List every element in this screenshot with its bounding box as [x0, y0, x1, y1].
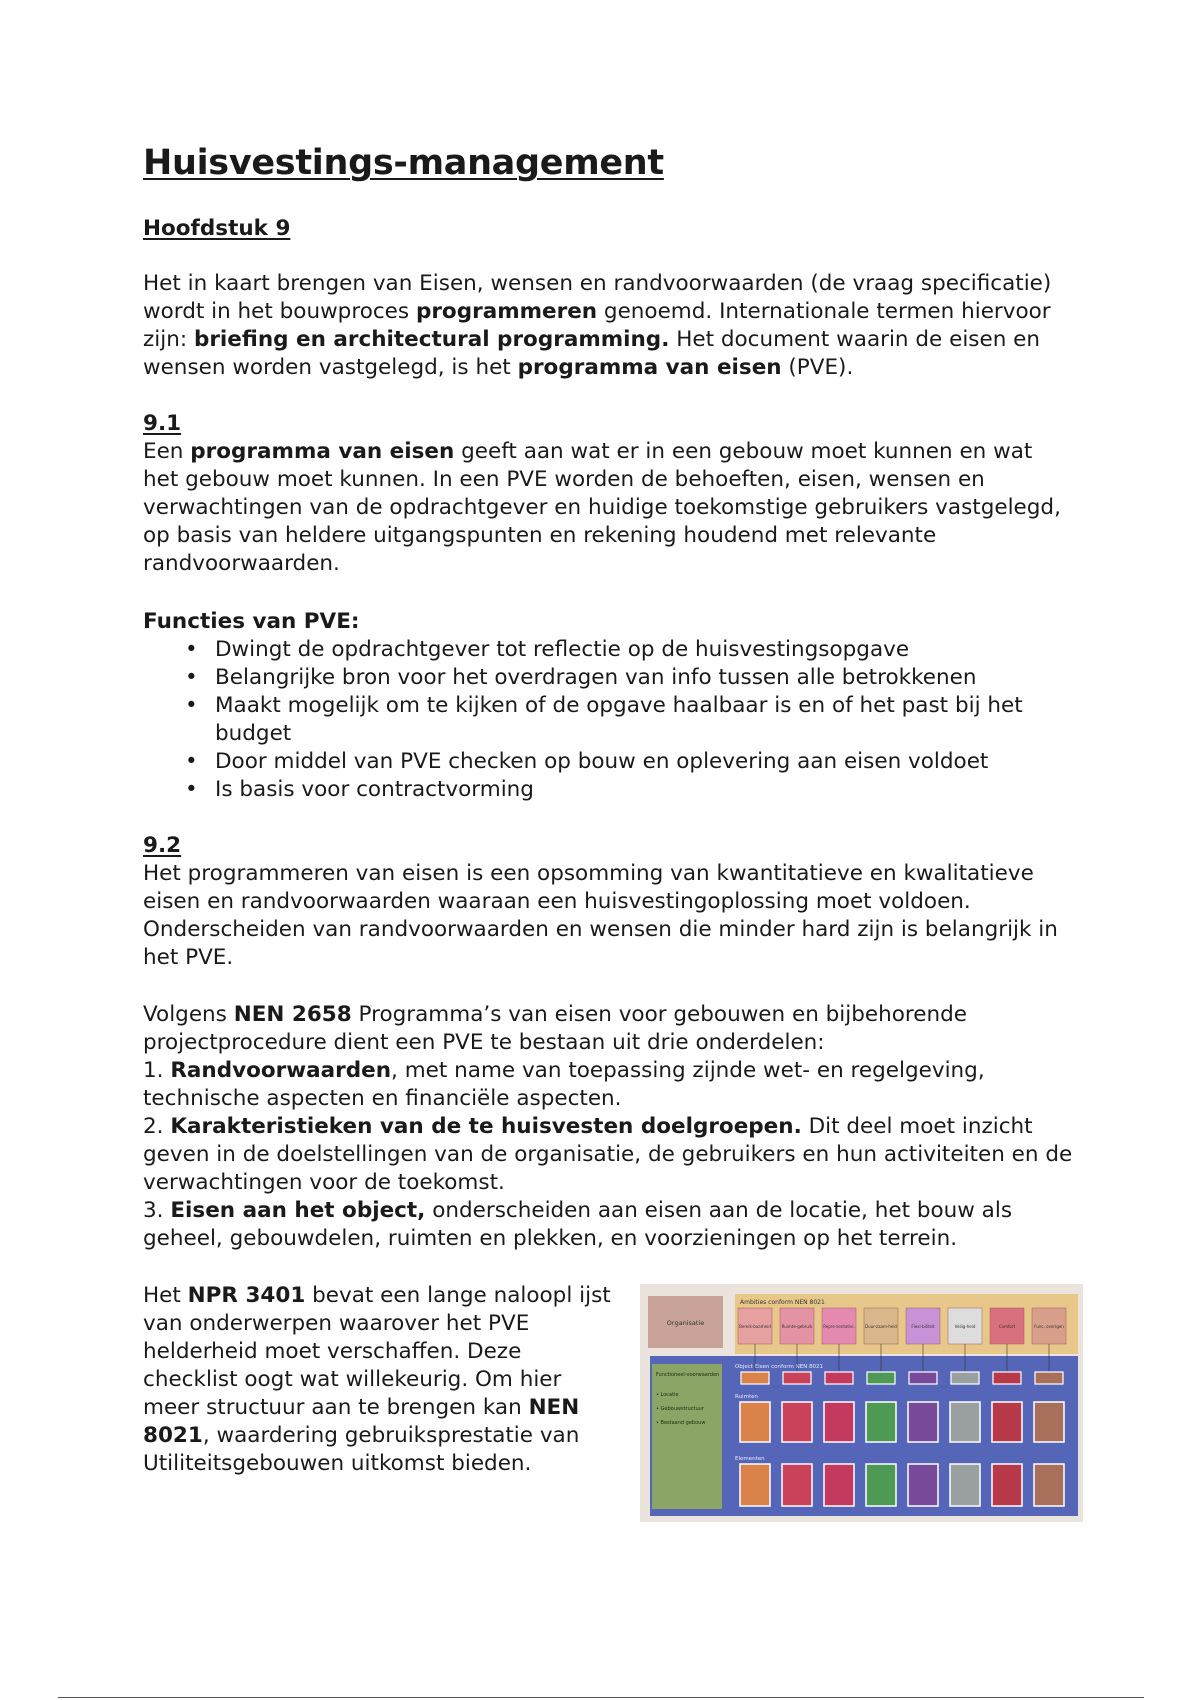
ambition-box-label: Func. overigen	[1034, 1324, 1064, 1329]
row3-label: Elementen	[735, 1456, 765, 1462]
side-item-location: • Locatie	[656, 1392, 679, 1398]
nen-item-2-num: 2.	[143, 1114, 171, 1139]
npr-text-2: bevat een lange naloopl ijst van onderwerpen waarover het PVE helderheid moet verschaffen. Deze checklist oogt wat willekeurig. Om hier meer structuur aan te brengen kan	[143, 1283, 611, 1420]
space-box	[950, 1402, 980, 1442]
s91-bold: programma van eisen	[190, 439, 455, 464]
object-box	[867, 1372, 895, 1384]
side-panel	[652, 1364, 722, 1509]
nen8021-diagram-photo	[640, 1284, 1083, 1522]
npr-bold-2: NEN 8021	[143, 1395, 580, 1448]
space-box	[824, 1402, 854, 1442]
side-panel-title: Functioneel-voorwaarden	[656, 1372, 720, 1378]
nen-item-3-bold: Eisen aan het object,	[170, 1198, 426, 1223]
intro-text-3: Het document waarin de eisen en wensen worden vastgelegd, is het	[143, 327, 1041, 380]
object-box	[783, 1372, 811, 1384]
chapter-heading: Hoofdstuk 9	[143, 216, 291, 241]
section-9-2	[143, 832, 1073, 972]
object-box	[951, 1372, 979, 1384]
page-title: Huisvestings-management	[143, 143, 664, 183]
element-box	[992, 1464, 1022, 1506]
element-box	[908, 1464, 938, 1506]
space-box	[740, 1402, 770, 1442]
functions-section	[143, 608, 1073, 804]
ambition-box-label: Bereik-baarheid	[739, 1324, 771, 1329]
element-box	[740, 1464, 770, 1506]
space-box	[908, 1402, 938, 1442]
section-9-1-heading: 9.1	[143, 411, 182, 436]
element-box	[824, 1464, 854, 1506]
ambitions-caption: Ambities conform NEN 8021	[740, 1299, 825, 1306]
ambition-box-label: Veilig-heid	[954, 1324, 976, 1329]
intro-bold-briefing: briefing en architectural programming.	[193, 327, 670, 352]
s91-text-2: geeft aan wat er in een gebouw moet kunnen en wat het gebouw moet kunnen. In een PVE worden de behoeften, eisen, wensen en verwachtingen van de opdrachtgever en huidige toekomstige gebruikers vastgelegd, op basis van heldere uitgangspunten en rekening houdend met relevante randvoorwaarden.	[143, 439, 1061, 576]
nen-text-2: Programma’s van eisen voor gebouwen en bijbehorende projectprocedure dient een PVE te bestaan uit drie onderdelen:	[143, 1002, 968, 1055]
nen-text-1: Volgens	[143, 1002, 234, 1027]
nen-item-3-num: 3.	[143, 1198, 171, 1223]
section-9-1	[143, 410, 1073, 578]
space-box	[866, 1402, 896, 1442]
object-box	[741, 1372, 769, 1384]
functions-heading: Functies van PVE:	[143, 609, 360, 634]
npr-text-3: , waardering gebruiksprestatie van Utiliteitsgebouwen uitkomst bieden.	[143, 1423, 580, 1476]
element-box	[950, 1464, 980, 1506]
s91-text-1: Een	[143, 439, 191, 464]
intro-bold-programmeren: programmeren	[415, 299, 598, 324]
list-item: • Dwingt de opdrachtgever tot reflectie op de huisvestingsopgave	[185, 636, 1073, 664]
element-box	[866, 1464, 896, 1506]
space-box	[782, 1402, 812, 1442]
list-item: • Belangrijke bron voor het overdragen van info tussen alle betrokkenen	[185, 664, 1073, 692]
nen2658-section	[143, 1001, 1073, 1253]
object-box	[909, 1372, 937, 1384]
s92-text: Het programmeren van eisen is een opsomming van kwantitatieve en kwalitatieve eisen en randvoorwaarden waaraan een huisvestingoplossing moet voldoen. Onderscheiden van randvoorwaarden en wensen die minder hard zijn is belangrijk in het PVE.	[143, 861, 1058, 970]
ambition-box-label: Flexi-biliteit	[911, 1324, 935, 1329]
functions-list	[143, 636, 1073, 804]
npr-bold-1: NPR 3401	[187, 1283, 306, 1308]
side-item-structure: • Gebouwstructuur	[656, 1406, 704, 1412]
section-9-2-heading: 9.2	[143, 833, 182, 858]
nen-item-1-num: 1.	[143, 1058, 171, 1083]
nen-bold: NEN 2658	[233, 1002, 352, 1027]
row2-label: Ruimten	[735, 1394, 758, 1400]
chapter-heading-block	[143, 215, 1073, 243]
ambition-box-label: Ruimte-gebruik	[781, 1324, 813, 1329]
intro-bold-pve: programma van eisen	[517, 355, 782, 380]
element-box	[782, 1464, 812, 1506]
ambition-box-label: Duur-zaam-heid	[865, 1324, 897, 1329]
nen-item-1-text: , met name van toepassing zijnde wet- en regelgeving, technische aspecten en financiële aspecten.	[143, 1058, 985, 1111]
list-item: • Maakt mogelijk om te kijken of de opgave haalbaar is en of het past bij het budget	[185, 692, 1073, 748]
nen-item-2-bold: Karakteristieken van de te huisvesten doelgroepen.	[170, 1114, 802, 1139]
object-caption: Object Eisen conform NEN 8021	[735, 1364, 824, 1370]
intro-text-2: genoemd. Internationale termen hiervoor zijn:	[143, 299, 1051, 352]
nen-item-1-bold: Randvoorwaarden	[170, 1058, 392, 1083]
footer-rule	[58, 1697, 1144, 1698]
ambition-box-label: Comfort	[998, 1324, 1016, 1329]
intro-text-4: (PVE).	[781, 355, 854, 380]
organisation-label: Organisatie	[666, 1319, 705, 1327]
nen-item-2-text: Dit deel moet inzicht geven in de doelstellingen van de organisatie, de gebruikers en hun activiteiten en de verwachtingen voor de toekomst.	[143, 1114, 1073, 1195]
nen-item-3-text: onderscheiden aan eisen aan de locatie, het bouw als geheel, gebouwdelen, ruimten en plekken, en voorzieningen op het terrein.	[143, 1198, 1013, 1251]
object-box	[993, 1372, 1021, 1384]
npr-paragraph	[143, 1282, 613, 1478]
side-item-existing: • Bestaand gebouw	[656, 1420, 706, 1426]
ambition-box-label: Repre-sentativi.	[823, 1324, 855, 1329]
space-box	[992, 1402, 1022, 1442]
object-box	[1035, 1372, 1063, 1384]
intro-paragraph	[143, 270, 1073, 382]
npr-text-1: Het	[143, 1283, 188, 1308]
list-item: • Is basis voor contractvorming	[185, 776, 1073, 804]
list-item: • Door middel van PVE checken op bouw en oplevering aan eisen voldoet	[185, 748, 1073, 776]
object-box	[825, 1372, 853, 1384]
element-box	[1034, 1464, 1064, 1506]
intro-text-1: Het in kaart brengen van Eisen, wensen en randvoorwaarden (de vraag specificatie) wordt in het bouwproces	[143, 271, 1052, 324]
space-box	[1034, 1402, 1064, 1442]
